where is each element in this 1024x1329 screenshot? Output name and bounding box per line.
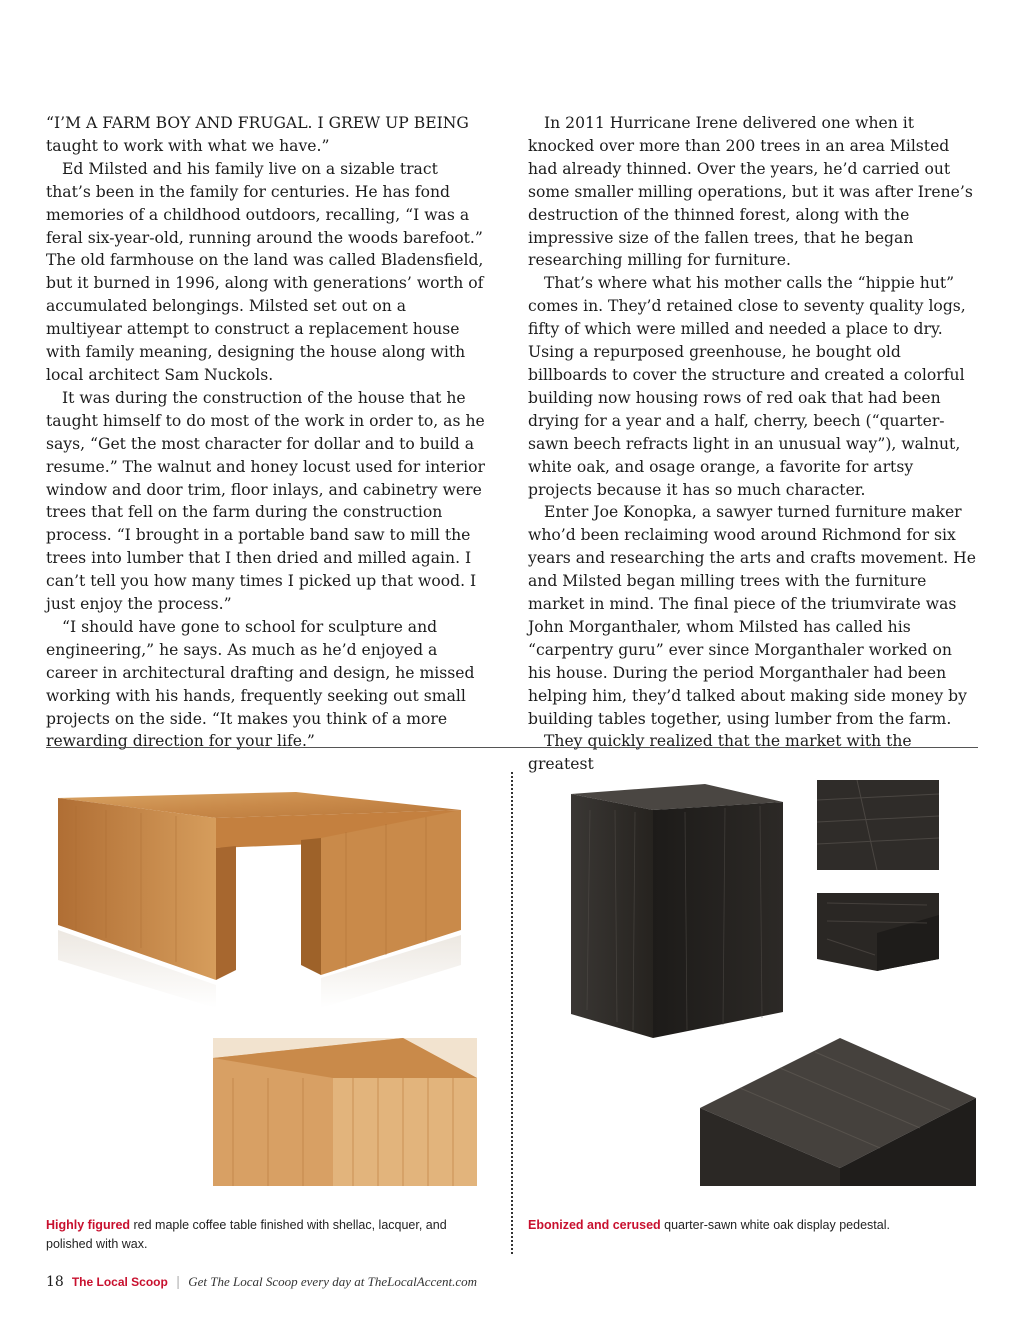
footer-separator: | — [175, 1275, 181, 1290]
article-paragraph: Ed Milsted and his family live on a sizable tract that’s been in the family for centuries. He has fond memories of a childhood outdoors, recalling, “I was a feral six-year-old, running around the woods barefoot.” The old farmhouse on the land was called Bladensfield, but it burned in 1996, along with generations’ worth of accumulated belongings. Milsted set out on a multiyear attempt to construct a replacement house with family meaning, designing the house along with local architect Sam Nuckols. — [46, 159, 484, 384]
pedestal-detail-photo-2 — [817, 893, 939, 973]
page-footer — [46, 1274, 477, 1290]
coffee-table-photo — [46, 780, 476, 1010]
pedestal-corner-detail-photo — [700, 1038, 976, 1186]
table-caption — [46, 1216, 466, 1254]
section-divider — [46, 747, 978, 748]
article-paragraph: That’s where what his mother calls the “hippie hut” comes in. They’d retained close to seventy quality logs, fifty of which were milled and needed a place to dry. Using a repurposed greenhouse, he bought old billboards to cover the structure and created a colorful building now housing rows of red oak that had been drying for a year and a half, cherry, beech (“quarter-sawn beech refracts light in an unusual way”), walnut, white oak, and osage orange, a favorite for artsy projects because it has so much character. — [528, 274, 966, 499]
caption-text: red maple coffee table finished with shellac, lacquer, and polished with wax. — [46, 1218, 447, 1251]
publication-name: The Local Scoop — [71, 1275, 168, 1289]
page-number: 18 — [46, 1274, 64, 1290]
article-paragraph: They quickly realized that the market with the greatest — [528, 732, 912, 774]
table-corner-detail-photo — [213, 1038, 477, 1186]
pedestal-detail-photo-1 — [817, 780, 939, 870]
article-column-left — [46, 112, 486, 753]
article-paragraph: Enter Joe Konopka, a sawyer turned furniture maker who’d been reclaiming wood around Richmond for six years and researching the arts and crafts movement. He and Milsted began milling trees with the furniture market in mind. The final piece of the triumvirate was John Morganthaler, whom Milsted has called his “carpentry guru” ever since Morganthaler worked on his house. During the period Morganthaler had been helping him, they’d talked about making side money by building tables together, using lumber from the farm. — [528, 503, 976, 728]
article-paragraph: “I should have gone to school for sculpture and engineering,” he says. As much as he’d enjoyed a career in architectural drafting and design, he missed working with his hands, frequently seeking out small projects on the side. “It makes you think of a more rewarding direction for your life.” — [46, 617, 475, 751]
article-column-right — [528, 112, 978, 776]
caption-text: quarter-sawn white oak display pedestal. — [660, 1218, 890, 1232]
footer-tagline: Get The Local Scoop every day at TheLocalAccent.com — [188, 1274, 478, 1289]
article-paragraph: In 2011 Hurricane Irene delivered one when it knocked over more than 200 trees in an area Milsted had already thinned. Over the years, he’d carried out some smaller milling operations, but it was after Irene’s destruction of the thinned forest, along with the impressive size of the fallen trees, that he began researching milling for furniture. — [528, 114, 973, 270]
article-paragraph: “I’M A FARM BOY AND FRUGAL. I GREW UP BEING taught to work with what we have.” — [46, 114, 469, 155]
pedestal-photo — [565, 780, 797, 1050]
pedestal-caption — [528, 1216, 968, 1235]
column-divider-dotted — [511, 772, 513, 1254]
caption-lead: Ebonized and cerused — [528, 1218, 661, 1232]
caption-lead: Highly figured — [46, 1218, 131, 1232]
article-paragraph: It was during the construction of the house that he taught himself to do most of the work in order to, as he says, “Get the most character for dollar and to build a resume.” The walnut and honey locust used for interior window and door trim, floor inlays, and cabinetry were trees that fell on the farm during the construction process. “I brought in a portable band saw to mill the trees into lumber that I then dried and milled again. I can’t tell you how many times I picked up that wood. I just enjoy the process.” — [46, 388, 485, 614]
